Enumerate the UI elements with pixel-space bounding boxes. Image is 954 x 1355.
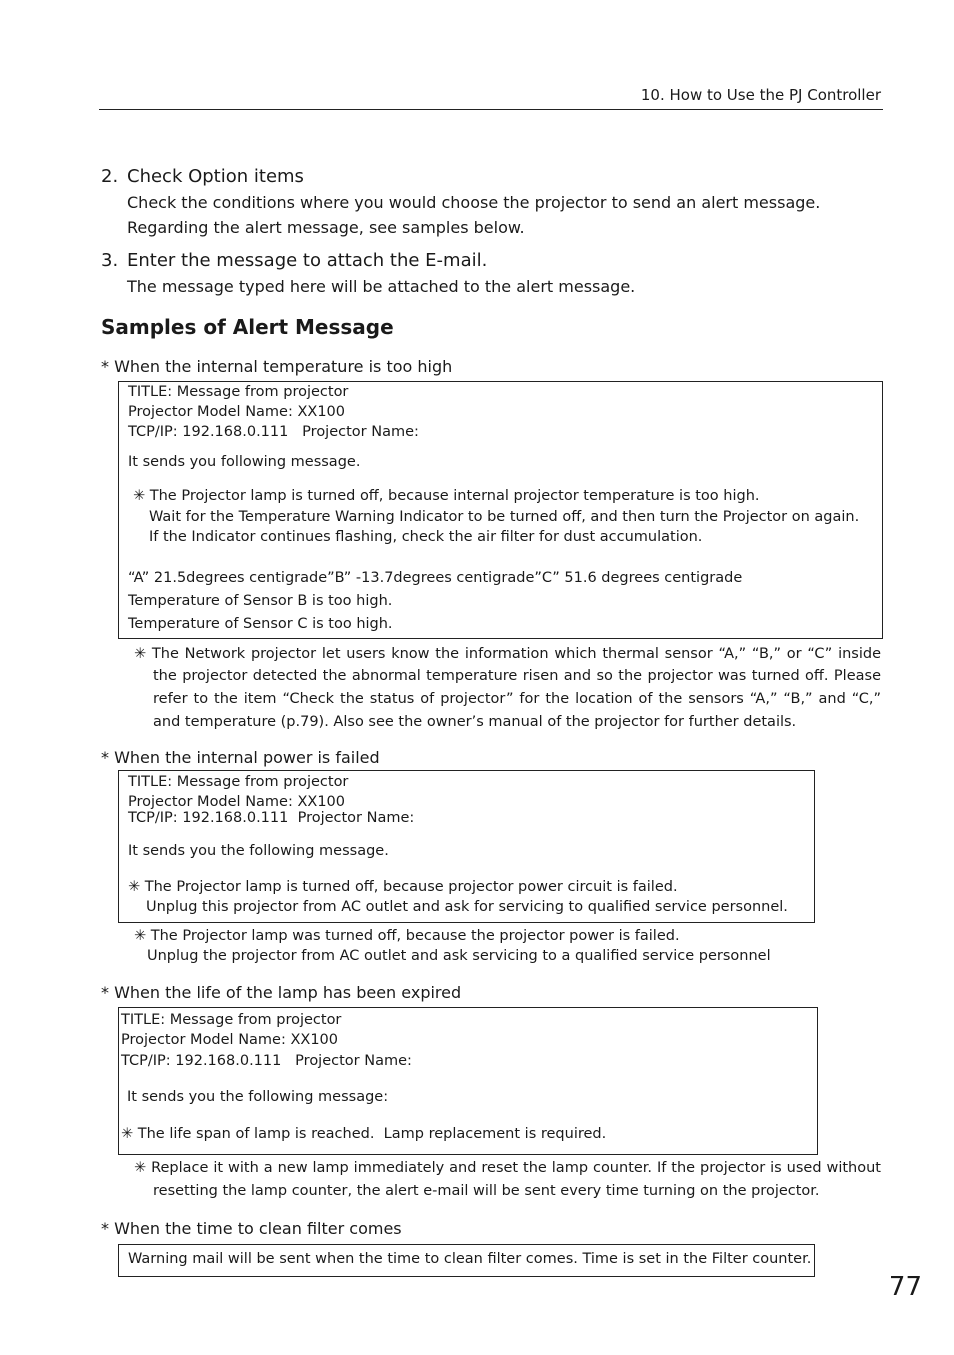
section-title: Samples of Alert Message xyxy=(101,315,394,339)
box-model-line: Projector Model Name: XX100 xyxy=(121,1032,339,1048)
step-2-title: Check Option items xyxy=(127,166,304,187)
box-model-line: Projector Model Name: XX100 xyxy=(128,404,346,420)
step-2-number: 2. xyxy=(101,166,119,187)
case-temperature-heading: * When the internal temperature is too high xyxy=(101,357,453,376)
box-title-line: TITLE: Message from projector xyxy=(128,384,349,400)
box-intro-line: It sends you the following message: xyxy=(127,1089,389,1105)
box-model-line: Projector Model Name: XX100 xyxy=(128,794,346,810)
step-3-number: 3. xyxy=(101,250,119,271)
case-lamp-heading: * When the life of the lamp has been expired xyxy=(101,983,462,1002)
box-tcp-line: TCP/IP: 192.168.0.111 Projector Name: xyxy=(121,1053,412,1069)
step-2-line-1: Check the conditions where you would choose the projector to send an alert message. xyxy=(127,193,821,212)
box-sensor-c-line: Temperature of Sensor C is too high. xyxy=(128,616,393,632)
box-tcp-line: TCP/IP: 192.168.0.111 Projector Name: xyxy=(128,810,415,826)
box-intro-line: It sends you following message. xyxy=(128,454,361,470)
box-intro-line: It sends you the following message. xyxy=(128,843,389,859)
box-tcp-line: TCP/IP: 192.168.0.111 Projector Name: xyxy=(128,424,419,440)
case-power-heading: * When the internal power is failed xyxy=(101,748,380,767)
page-number: 77 xyxy=(888,1272,922,1302)
box-message-line-1: ✳ The Projector lamp is turned off, because projector power circuit is failed. xyxy=(128,879,678,895)
temperature-note-line-1: ✳ The Network projector let users know the information which thermal sensor “A,” “B,” or “C” inside xyxy=(134,646,881,662)
lamp-note-line-2: resetting the lamp counter, the alert e-mail will be sent every time turning on the projector. xyxy=(153,1183,820,1199)
case-filter-heading: * When the time to clean filter comes xyxy=(101,1219,402,1238)
step-2-line-2: Regarding the alert message, see samples below. xyxy=(127,218,525,237)
box-title-line: TITLE: Message from projector xyxy=(128,774,349,790)
chapter-header: 10. How to Use the PJ Controller xyxy=(640,86,881,104)
power-note-line-2: Unplug the projector from AC outlet and ask servicing to a qualified service personnel xyxy=(147,948,771,964)
box-message-line-2: Unplug this projector from AC outlet and ask for servicing to qualified service personnel. xyxy=(146,899,788,915)
box-sensor-b-line: Temperature of Sensor B is too high. xyxy=(128,593,393,609)
lamp-message-box xyxy=(118,1007,818,1155)
box-message-line-2: Wait for the Temperature Warning Indicator to be turned off, and then turn the Projector on again. xyxy=(149,509,860,525)
power-note-line-1: ✳ The Projector lamp was turned off, because the projector power is failed. xyxy=(134,928,680,944)
box-title-line: TITLE: Message from projector xyxy=(121,1012,342,1028)
power-message-box xyxy=(118,770,815,923)
filter-message-box xyxy=(118,1244,815,1277)
step-3-title: Enter the message to attach the E-mail. xyxy=(127,250,488,271)
header-rule xyxy=(99,109,883,110)
temperature-message-box xyxy=(118,381,883,639)
step-3-line-1: The message typed here will be attached to the alert message. xyxy=(127,277,636,296)
box-message-line-1: ✳ The life span of lamp is reached. Lamp replacement is required. xyxy=(121,1126,607,1142)
temperature-note-line-2: the projector detected the abnormal temperature risen and so the projector was turned off. Please xyxy=(153,668,881,684)
box-message-line-1: ✳ The Projector lamp is turned off, because internal projector temperature is too high. xyxy=(133,488,760,504)
temperature-note-line-4: and temperature (p.79). Also see the owner’s manual of the projector for further details. xyxy=(153,714,797,730)
temperature-note-line-3: refer to the item “Check the status of projector” for the location of the sensors “A,” “B,” and “C,” xyxy=(153,691,881,707)
lamp-note-line-1: ✳ Replace it with a new lamp immediately and reset the lamp counter. If the projector is used without xyxy=(134,1160,881,1176)
box-message-line-1: Warning mail will be sent when the time to clean filter comes. Time is set in the Filter counter. xyxy=(128,1251,812,1267)
box-message-line-3: If the Indicator continues flashing, check the air filter for dust accumulation. xyxy=(149,529,703,545)
box-temperature-readings: “A” 21.5degrees centigrade”B” -13.7degrees centigrade”C” 51.6 degrees centigrade xyxy=(128,570,743,586)
